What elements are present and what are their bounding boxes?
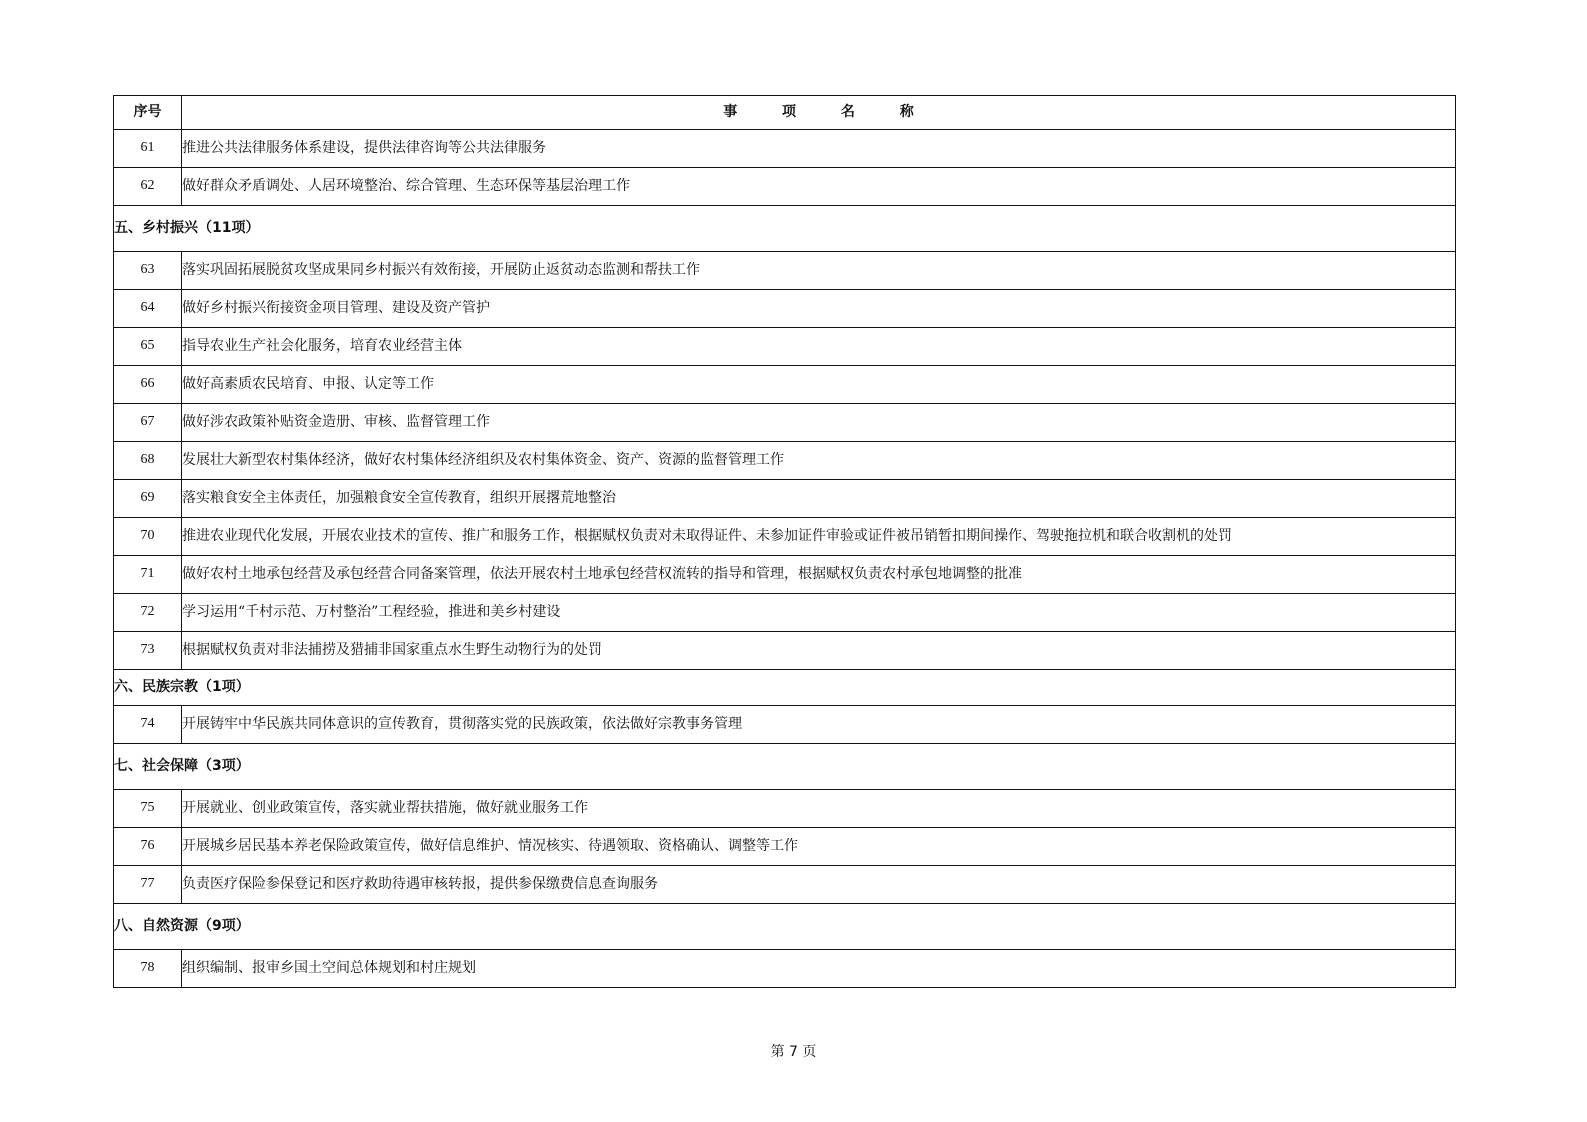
table-body (114, 130, 1456, 988)
matter-name-cell: 落实粮食安全主体责任，加强粮食安全宣传教育，组织开展撂荒地整治 (182, 480, 1456, 518)
serial-number-cell: 77 (114, 866, 182, 904)
table-row (114, 168, 1456, 206)
serial-number-cell: 62 (114, 168, 182, 206)
serial-number-cell: 73 (114, 632, 182, 670)
matter-name-cell: 负责医疗保险参保登记和医疗救助待遇审核转报，提供参保缴费信息查询服务 (182, 866, 1456, 904)
section-header-row (114, 670, 1456, 706)
serial-number-cell: 61 (114, 130, 182, 168)
serial-number-cell: 68 (114, 442, 182, 480)
serial-number-cell: 69 (114, 480, 182, 518)
matter-name-cell: 推进农业现代化发展，开展农业技术的宣传、推广和服务工作，根据赋权负责对未取得证件、未参加证件审验或证件被吊销暂扣期间操作、驾驶拖拉机和联合收割机的处罚 (182, 518, 1456, 556)
table-row (114, 290, 1456, 328)
matter-name-cell: 做好高素质农民培育、申报、认定等工作 (182, 366, 1456, 404)
matters-table (113, 95, 1456, 988)
matter-name-cell: 做好涉农政策补贴资金造册、审核、监督管理工作 (182, 404, 1456, 442)
matter-name-cell: 发展壮大新型农村集体经济，做好农村集体经济组织及农村集体资金、资产、资源的监督管理工作 (182, 442, 1456, 480)
serial-number-cell: 78 (114, 950, 182, 988)
table-row (114, 252, 1456, 290)
table-row (114, 404, 1456, 442)
matter-name-cell: 开展就业、创业政策宣传，落实就业帮扶措施，做好就业服务工作 (182, 790, 1456, 828)
serial-number-cell: 64 (114, 290, 182, 328)
serial-number-cell: 66 (114, 366, 182, 404)
matter-name-cell: 做好群众矛盾调处、人居环境整治、综合管理、生态环保等基层治理工作 (182, 168, 1456, 206)
serial-number-cell: 70 (114, 518, 182, 556)
serial-number-cell: 65 (114, 328, 182, 366)
table-row (114, 556, 1456, 594)
matter-name-cell: 组织编制、报审乡国土空间总体规划和村庄规划 (182, 950, 1456, 988)
table-header-row (114, 96, 1456, 130)
table-row (114, 130, 1456, 168)
header-matter-name: 事 项 名 称 (182, 96, 1456, 130)
section-title: 五、乡村振兴（11项） (114, 206, 1456, 252)
section-title: 七、社会保障（3项） (114, 744, 1456, 790)
matter-name-cell: 做好乡村振兴衔接资金项目管理、建设及资产管护 (182, 290, 1456, 328)
section-header-row (114, 206, 1456, 252)
serial-number-cell: 76 (114, 828, 182, 866)
table-row (114, 790, 1456, 828)
section-title: 八、自然资源（9项） (114, 904, 1456, 950)
matter-name-cell: 开展铸牢中华民族共同体意识的宣传教育，贯彻落实党的民族政策，依法做好宗教事务管理 (182, 706, 1456, 744)
matter-name-cell: 落实巩固拓展脱贫攻坚成果同乡村振兴有效衔接，开展防止返贫动态监测和帮扶工作 (182, 252, 1456, 290)
matter-name-cell: 根据赋权负责对非法捕捞及猎捕非国家重点水生野生动物行为的处罚 (182, 632, 1456, 670)
table-row (114, 632, 1456, 670)
table-row (114, 594, 1456, 632)
header-serial-number: 序号 (114, 96, 182, 130)
table-row (114, 442, 1456, 480)
table-row (114, 828, 1456, 866)
table-row (114, 328, 1456, 366)
section-title: 六、民族宗教（1项） (114, 670, 1456, 706)
section-header-row (114, 744, 1456, 790)
table-row (114, 480, 1456, 518)
matter-name-cell: 做好农村土地承包经营及承包经营合同备案管理，依法开展农村土地承包经营权流转的指导和管理，根据赋权负责农村承包地调整的批准 (182, 556, 1456, 594)
matter-name-cell: 开展城乡居民基本养老保险政策宣传，做好信息维护、情况核实、待遇领取、资格确认、调整等工作 (182, 828, 1456, 866)
matter-name-cell: 推进公共法律服务体系建设，提供法律咨询等公共法律服务 (182, 130, 1456, 168)
serial-number-cell: 67 (114, 404, 182, 442)
section-header-row (114, 904, 1456, 950)
table-row (114, 366, 1456, 404)
matter-name-cell: 指导农业生产社会化服务，培育农业经营主体 (182, 328, 1456, 366)
page-number: 第 7 页 (770, 1044, 817, 1060)
serial-number-cell: 63 (114, 252, 182, 290)
table-row (114, 950, 1456, 988)
serial-number-cell: 75 (114, 790, 182, 828)
serial-number-cell: 74 (114, 706, 182, 744)
table-row (114, 866, 1456, 904)
matter-name-cell: 学习运用“千村示范、万村整治”工程经验，推进和美乡村建设 (182, 594, 1456, 632)
serial-number-cell: 72 (114, 594, 182, 632)
serial-number-cell: 71 (114, 556, 182, 594)
table-row (114, 706, 1456, 744)
table-row (114, 518, 1456, 556)
